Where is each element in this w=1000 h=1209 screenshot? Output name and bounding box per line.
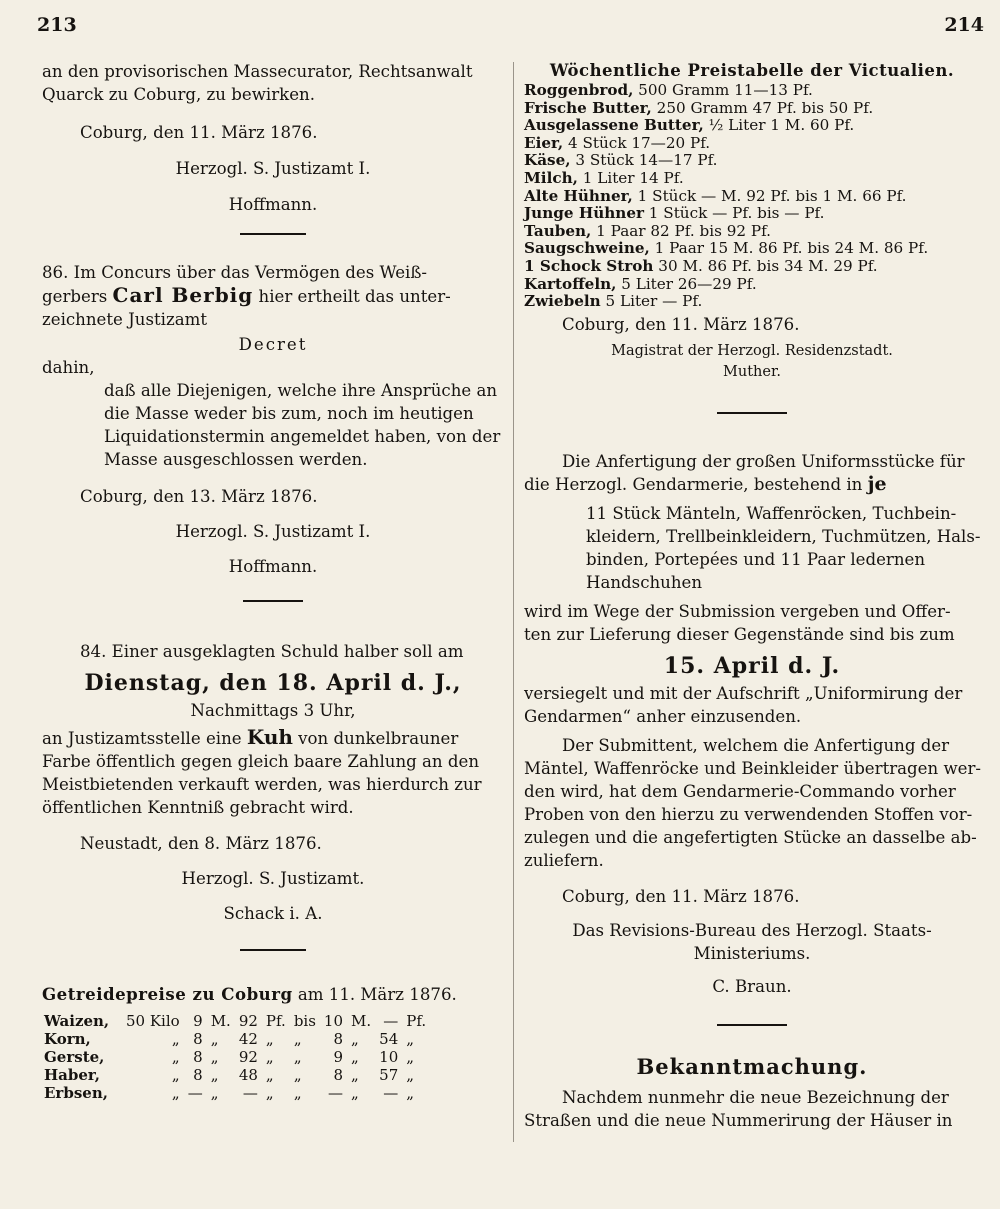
- grain-cell: „: [293, 1066, 302, 1084]
- grain-row: [44, 1012, 430, 1030]
- grain-row: [44, 1066, 430, 1084]
- grain-cell: —: [383, 1084, 399, 1102]
- grain-cell: —: [383, 1012, 399, 1030]
- notice-text-line: 84. Einer ausgeklagten Schuld halber soll am: [80, 642, 464, 661]
- victual-row: [524, 240, 980, 258]
- notice-text-line: ten zur Lieferung dieser Gegenstände sind bis zum: [524, 624, 955, 644]
- grain-cell: —: [187, 1084, 203, 1102]
- page-number-right: 214: [944, 14, 984, 36]
- text-span: je: [867, 472, 887, 495]
- notice-text-line: Der Submittent, welchem die Anfertigung der: [562, 735, 950, 755]
- debtor-name: Carl Berbig: [112, 283, 254, 307]
- grain-cell: „: [171, 1066, 180, 1084]
- notice-text-line: Proben von den hierzu zu verwendenden Stoffen vor-: [524, 804, 973, 824]
- victual-item: Milch,: [524, 168, 578, 187]
- grain-cell: „: [351, 1066, 359, 1084]
- right-column: [524, 60, 980, 1132]
- grain-cell: „: [171, 1048, 180, 1066]
- victual-price: 1 Stück — M. 92 Pf. bis 1 M. 66 Pf.: [632, 186, 907, 205]
- auction-time: Nachmittags 3 Uhr,: [190, 701, 356, 720]
- victual-item: Ausgelassene Butter,: [524, 116, 704, 135]
- victual-row: [524, 205, 980, 223]
- victuals-list: [524, 82, 980, 311]
- notice-authority: Magistrat der Herzogl. Residenzstadt.: [611, 342, 893, 359]
- grain-cell: 9: [333, 1048, 344, 1066]
- notice-date: Coburg, den 11. März 1876.: [562, 314, 800, 334]
- notice-text-line: 11 Stück Mänteln, Waffenröcken, Tuchbein-: [586, 503, 957, 523]
- bekanntmachung: [524, 1052, 980, 1132]
- victual-row: [524, 258, 980, 276]
- notice-text-line: [42, 284, 504, 308]
- victual-row: [524, 135, 980, 153]
- notice-text-line: [524, 473, 980, 496]
- grain-cell: „: [293, 1084, 302, 1102]
- grain-cell: „: [265, 1066, 274, 1084]
- page-number-left: 213: [37, 14, 77, 36]
- notice-text-line: [42, 726, 504, 750]
- uniform-items: [524, 502, 980, 594]
- victual-item: Kartoffeln,: [524, 274, 617, 293]
- grain-cell: „: [265, 1048, 274, 1066]
- notice-text-line: zulegen und die angefertigten Stücke an dasselbe ab-: [524, 827, 977, 847]
- victual-row: [524, 152, 980, 170]
- victual-item: Saugschweine,: [524, 239, 650, 258]
- grain-cell: „: [406, 1084, 415, 1102]
- notice-text-line: Handschuhen: [586, 572, 703, 592]
- victual-row: [524, 223, 980, 241]
- notice-text-line: an den provisorischen Massecurator, Rechtsanwalt: [42, 62, 473, 81]
- deadline-date: 15. April d. J.: [663, 652, 841, 679]
- victuals-prices: [524, 60, 980, 382]
- notice-text-line: den wird, hat dem Gendarmerie-Commando vorher: [524, 781, 956, 801]
- grain-cell: „: [351, 1048, 359, 1066]
- victual-price: 4 Stück 17—20 Pf.: [563, 133, 711, 152]
- grain-prices-title: [42, 983, 504, 1006]
- grain-name: Waizen,: [44, 1012, 110, 1030]
- grain-prices-table: [44, 1012, 430, 1102]
- notice-date: Coburg, den 13. März 1876.: [80, 487, 318, 506]
- victual-row: [524, 170, 980, 188]
- grain-cell: „: [406, 1030, 415, 1048]
- grain-cell: 50 Kilo: [126, 1012, 180, 1030]
- victual-item: Käse,: [524, 151, 571, 170]
- grain-cell: 8: [193, 1048, 203, 1066]
- auction-date: Dienstag, den 18. April d. J.,: [84, 670, 462, 696]
- notice-date: Coburg, den 11. März 1876.: [562, 886, 800, 906]
- separator-rule: [717, 412, 787, 414]
- notice-text-line: wird im Wege der Submission vergeben und Offer-: [524, 601, 951, 621]
- victual-price: 3 Stück 14—17 Pf.: [570, 151, 718, 170]
- notice-text-line: binden, Portepées und 11 Paar ledernen: [586, 549, 926, 569]
- text-span: an Justizamtsstelle eine: [42, 729, 247, 748]
- victual-price: 1 Stück — Pf. bis — Pf.: [643, 204, 825, 223]
- victual-item: 1 Schock Stroh: [524, 256, 654, 275]
- victual-price: 30 M. 86 Pf. bis 34 M. 29 Pf.: [653, 256, 878, 275]
- grain-cell: —: [328, 1084, 344, 1102]
- victual-item: Alte Hühner,: [524, 186, 633, 205]
- victual-item: Roggenbrod,: [524, 81, 634, 99]
- notice-authority: Das Revisions-Bureau des Herzogl. Staats-: [572, 920, 932, 940]
- grain-cell: 10: [323, 1012, 344, 1030]
- victuals-title: Wöchentliche Preistabelle der Victualien.: [549, 61, 955, 80]
- text-span: am 11. März 1876.: [292, 985, 457, 1004]
- notice-authority: Herzogl. S. Justizamt.: [181, 869, 365, 888]
- victual-row: [524, 188, 980, 206]
- victual-item: Zwiebeln: [524, 292, 601, 311]
- text-span: von dunkelbrauner: [292, 729, 459, 748]
- separator-rule: [717, 1024, 787, 1026]
- victual-price: ½ Liter 1 M. 60 Pf.: [703, 116, 855, 135]
- notice-text-line: Farbe öffentlich gegen gleich baare Zahlung an den: [42, 752, 480, 771]
- left-column: [42, 60, 504, 1102]
- grain-cell: 48: [238, 1066, 258, 1084]
- grain-cell: „: [406, 1048, 415, 1066]
- notice-text-line: zeichnete Justizamt: [42, 310, 207, 329]
- notice-84: [42, 640, 504, 925]
- victual-price: 5 Liter — Pf.: [600, 292, 703, 311]
- decret-heading: Decret: [238, 335, 308, 354]
- grain-cell: Pf.: [265, 1012, 286, 1030]
- text-span: Getreidepreise zu Coburg: [42, 984, 293, 1004]
- notice-signature: Hoffmann.: [228, 195, 318, 214]
- grain-row: [44, 1030, 430, 1048]
- grain-cell: 92: [238, 1048, 258, 1066]
- notice-text-line: Gendarmen“ anher einzusenden.: [524, 706, 802, 726]
- column-divider: [513, 62, 514, 1142]
- grain-name: Erbsen,: [44, 1084, 108, 1102]
- notice-text-line: Quarck zu Coburg, zu bewirken.: [42, 85, 315, 104]
- grain-cell: „: [265, 1084, 274, 1102]
- auction-item: Kuh: [246, 725, 293, 749]
- grain-cell: „: [210, 1066, 219, 1084]
- grain-cell: Pf.: [406, 1012, 427, 1030]
- separator-rule: [243, 600, 303, 602]
- victual-price: 500 Gramm 11—13 Pf.: [633, 81, 813, 99]
- notice-text-line: Die Anfertigung der großen Uniformsstücke für: [562, 451, 965, 471]
- text-span: die Herzogl. Gendarmerie, bestehend in: [524, 474, 868, 494]
- notice-text-line: 86. Im Concurs über das Vermögen des Weiß-: [42, 263, 428, 282]
- victual-price: 250 Gramm 47 Pf. bis 50 Pf.: [651, 98, 874, 117]
- victual-item: Frische Butter,: [524, 98, 652, 117]
- grain-name: Haber,: [44, 1066, 100, 1084]
- victual-row: [524, 276, 980, 294]
- victual-row: [524, 293, 980, 311]
- grain-cell: „: [210, 1048, 219, 1066]
- grain-cell: 92: [238, 1012, 258, 1030]
- grain-cell: „: [171, 1030, 180, 1048]
- grain-cell: 8: [193, 1030, 203, 1048]
- victual-price: 5 Liter 26—29 Pf.: [616, 274, 757, 293]
- notice-text-line: Meistbietenden verkauft werden, was hierdurch zur: [42, 775, 482, 794]
- notice-text-line: Liquidationstermin angemeldet haben, von der: [104, 427, 501, 446]
- grain-cell: M.: [210, 1012, 231, 1030]
- notice-text-line: Mäntel, Waffenröcke und Beinkleider übertragen wer-: [524, 758, 982, 778]
- text-span: gerbers: [42, 287, 113, 306]
- notice-text-line: daß alle Diejenigen, welche ihre Ansprüche an: [104, 381, 498, 400]
- grain-cell: „: [351, 1030, 359, 1048]
- grain-cell: 9: [193, 1012, 203, 1030]
- notice-signature: Schack i. A.: [223, 904, 323, 923]
- grain-cell: „: [210, 1030, 219, 1048]
- notice-text-line: Masse ausgeschlossen werden.: [104, 450, 368, 469]
- notice-curator: [42, 60, 504, 216]
- notice-authority: Herzogl. S. Justizamt I.: [175, 522, 371, 541]
- grain-cell: 8: [193, 1066, 203, 1084]
- notice-authority: Herzogl. S. Justizamt I.: [175, 159, 371, 178]
- grain-name: Gerste,: [44, 1048, 105, 1066]
- separator-rule: [240, 233, 306, 235]
- notice-authority: Ministeriums.: [693, 943, 811, 963]
- grain-cell: „: [210, 1084, 219, 1102]
- victual-item: Eier,: [524, 133, 564, 152]
- grain-cell: 8: [333, 1030, 344, 1048]
- bekanntmachung-title: Bekanntmachung.: [636, 1053, 868, 1079]
- grain-row: [44, 1048, 430, 1066]
- victual-price: 1 Paar 82 Pf. bis 92 Pf.: [591, 221, 771, 240]
- victual-row: [524, 100, 980, 118]
- grain-cell: „: [351, 1084, 359, 1102]
- grain-table-body: [44, 1012, 430, 1102]
- notice-text-line: zuliefern.: [524, 850, 604, 870]
- grain-cell: M.: [351, 1012, 372, 1030]
- victual-item: Tauben,: [524, 221, 592, 240]
- grain-name: Korn,: [44, 1030, 91, 1048]
- grain-cell: —: [242, 1084, 258, 1102]
- grain-cell: 8: [333, 1066, 344, 1084]
- uniform-notice: [524, 450, 980, 998]
- grain-cell: „: [293, 1048, 302, 1066]
- grain-cell: 57: [379, 1066, 399, 1084]
- grain-cell: „: [265, 1030, 274, 1048]
- notice-text-line: Nachdem nunmehr die neue Bezeichnung der: [562, 1087, 949, 1107]
- victual-item: Junge Hühner: [524, 204, 644, 223]
- grain-cell: 54: [379, 1030, 399, 1048]
- grain-prices: [42, 983, 504, 1102]
- notice-signature: Hoffmann.: [228, 557, 318, 576]
- text-span: hier ertheilt das unter-: [253, 287, 451, 306]
- notice-signature: Muther.: [723, 363, 781, 380]
- grain-cell: „: [171, 1084, 180, 1102]
- notice-text-line: dahin,: [42, 358, 95, 377]
- notice-text-line: die Masse weder bis zum, noch im heutigen: [104, 404, 474, 423]
- victual-row: [524, 117, 980, 135]
- grain-row: [44, 1084, 430, 1102]
- victual-price: 1 Liter 14 Pf.: [577, 168, 684, 187]
- victual-row: [524, 82, 980, 100]
- notice-date: Coburg, den 11. März 1876.: [80, 123, 318, 142]
- notice-text-line: versiegelt und mit der Aufschrift „Uniformirung der: [524, 683, 963, 703]
- notice-text-line: Straßen und die neue Nummerirung der Häuser in: [524, 1110, 953, 1130]
- notice-date: Neustadt, den 8. März 1876.: [80, 834, 322, 853]
- notice-text-line: öffentlichen Kenntniß gebracht wird.: [42, 798, 354, 817]
- notice-86: [42, 261, 504, 578]
- notice-signature: C. Braun.: [712, 976, 792, 996]
- grain-cell: 10: [379, 1048, 399, 1066]
- separator-rule: [240, 949, 306, 951]
- grain-cell: „: [406, 1066, 415, 1084]
- notice-text-line: kleidern, Trellbeinkleidern, Tuchmützen, Hals-: [586, 526, 981, 546]
- grain-cell: 42: [238, 1030, 258, 1048]
- grain-cell: „: [293, 1030, 302, 1048]
- grain-cell: bis: [293, 1012, 316, 1030]
- victual-price: 1 Paar 15 M. 86 Pf. bis 24 M. 86 Pf.: [649, 239, 929, 258]
